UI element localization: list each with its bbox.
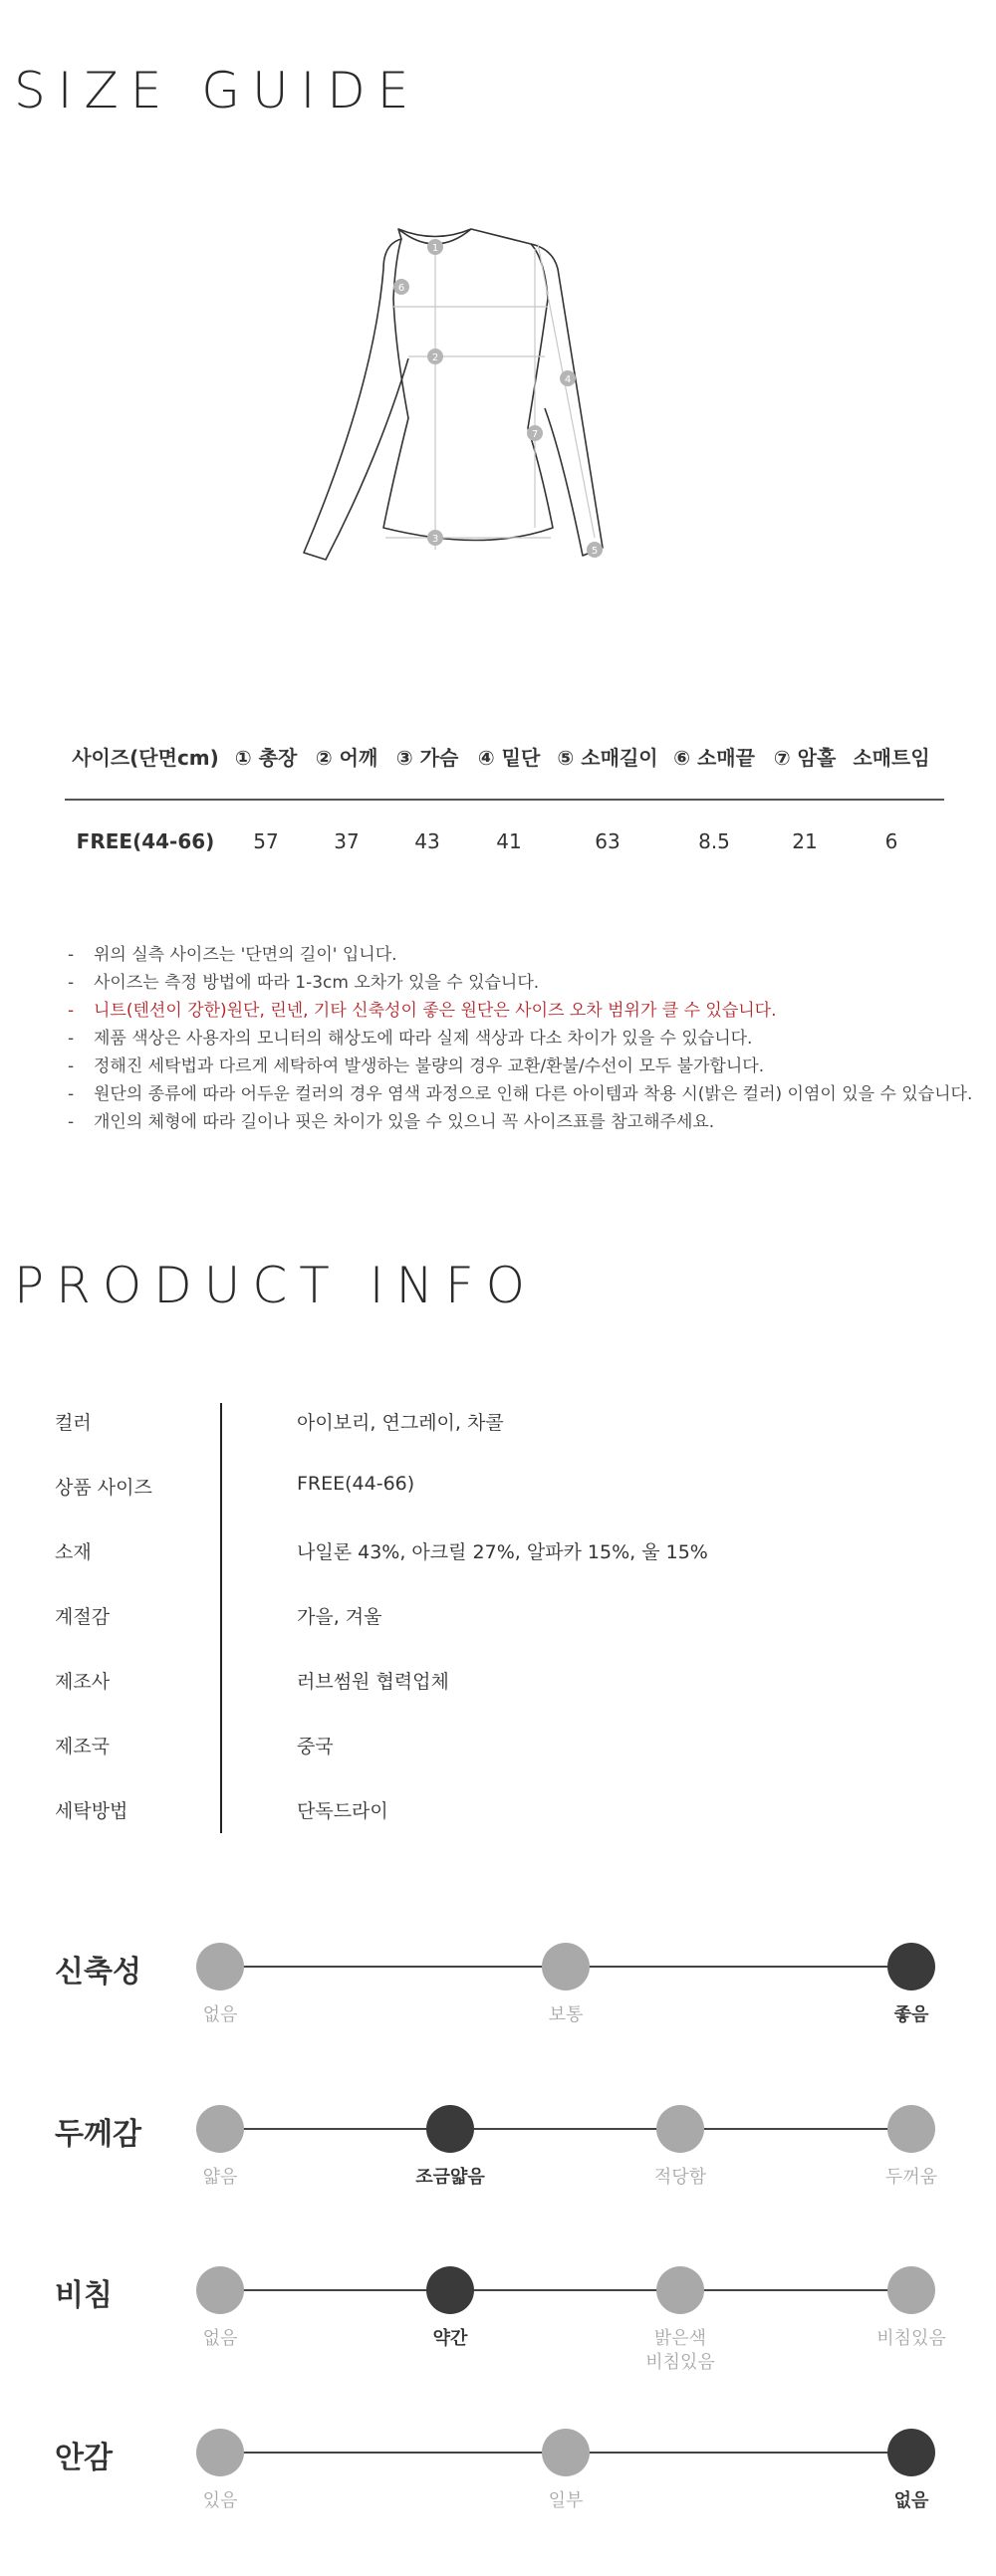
scale-dot [656, 2105, 704, 2153]
scale-dot-selected [887, 2429, 935, 2476]
note-item: - 개인의 체형에 따라 길이나 핏은 차이가 있을 수 있으니 꼭 사이즈표를 참고해주세요. [68, 1112, 715, 1132]
table-cell-size: FREE(44-66) [76, 829, 215, 853]
scale-dot [196, 2266, 244, 2314]
scale-dot [196, 2105, 244, 2153]
info-label-material: 소재 [55, 1541, 92, 1563]
info-value-color: 아이보리, 연그레이, 차콜 [297, 1412, 504, 1434]
point-label-5: 5 [591, 546, 599, 557]
point-label-7: 7 [531, 429, 539, 440]
info-value-manufacturer: 러브썸원 협력업체 [297, 1671, 449, 1693]
sweater-diagram-illustration [284, 209, 722, 607]
scale-dot [542, 2429, 590, 2476]
point-label-6: 6 [397, 283, 405, 294]
table-header-size: 사이즈(단면cm) [72, 746, 219, 770]
info-label-season: 계절감 [55, 1606, 111, 1628]
info-label-manufacturer: 제조사 [55, 1671, 111, 1693]
info-value-origin: 중국 [297, 1736, 334, 1757]
size-guide-title: SIZE GUIDE [14, 62, 421, 119]
scale-track [220, 2128, 911, 2130]
table-header-hem: ④ 밑단 [477, 746, 541, 770]
table-cell-shoulder: 37 [334, 829, 360, 853]
table-header-shoulder: ② 어깨 [315, 746, 378, 770]
note-item: - 위의 실측 사이즈는 '단면의 길이' 입니다. [68, 945, 397, 965]
scale-label-stretch: 신축성 [55, 1955, 141, 1990]
scale-dot-selected [426, 2266, 474, 2314]
info-value-washing: 단독드라이 [297, 1800, 388, 1822]
table-cell-armhole: 21 [792, 829, 818, 853]
table-cell-chest: 43 [414, 829, 440, 853]
scale-option-selected: 좋음 [893, 2004, 929, 2025]
info-label-washing: 세탁방법 [55, 1800, 128, 1822]
point-label-2: 2 [431, 352, 439, 363]
table-header-sleeve-end: ⑥ 소매끝 [673, 746, 755, 770]
scale-dot-selected [426, 2105, 474, 2153]
scale-label-thickness: 두께감 [55, 2117, 141, 2152]
scale-option: 일부 [548, 2490, 584, 2511]
point-label-1: 1 [431, 243, 439, 254]
note-item: - 제품 색상은 사용자의 모니터의 해상도에 따라 실제 색상과 다소 차이가 있을 수 있습니다. [68, 1029, 753, 1049]
scale-option: 없음 [202, 2328, 238, 2349]
measurement-points [393, 239, 603, 558]
scale-dot [196, 1943, 244, 1991]
table-cell-sleeve-slit: 6 [884, 829, 898, 853]
note-item: - 원단의 종류에 따라 어두운 컬러의 경우 염색 과정으로 인해 다른 아이템과 착용 시(밝은 컬러) 이염이 있을 수 있습니다. [68, 1084, 973, 1104]
info-value-size: FREE(44-66) [297, 1473, 415, 1495]
table-header-armhole: ⑦ 암홀 [773, 746, 837, 770]
point-label-3: 3 [431, 534, 439, 545]
table-header-sleeve-slit: 소매트임 [853, 746, 930, 770]
scale-option: 적당함 [653, 2167, 707, 2188]
info-label-color: 컬러 [55, 1412, 92, 1434]
table-cell-length: 57 [253, 829, 279, 853]
scale-dot-selected [887, 1943, 935, 1991]
table-cell-hem: 41 [496, 829, 522, 853]
scale-dot [656, 2266, 704, 2314]
info-label-origin: 제조국 [55, 1736, 111, 1757]
info-value-material: 나일론 43%, 아크릴 27%, 알파카 15%, 울 15% [297, 1541, 708, 1563]
scale-option: 보통 [548, 2004, 584, 2025]
table-header-length: ① 총장 [234, 746, 298, 770]
note-item: - 사이즈는 측정 방법에 따라 1-3cm 오차가 있을 수 있습니다. [68, 973, 540, 993]
table-divider [65, 799, 944, 801]
note-item-warning: - 니트(텐션이 강한)원단, 린넨, 기타 신축성이 좋은 원단은 사이즈 오차 범위가 클 수 있습니다. [68, 1001, 777, 1021]
table-cell-sleeve-end: 8.5 [698, 829, 730, 853]
info-value-season: 가을, 겨울 [297, 1606, 382, 1628]
scale-track [220, 2289, 911, 2291]
info-label-size: 상품 사이즈 [55, 1477, 152, 1499]
scale-option-selected: 조금얇음 [415, 2167, 485, 2188]
table-header-sleeve-length: ⑤ 소매길이 [557, 746, 658, 770]
scale-option: 비침있음 [876, 2328, 946, 2349]
scale-option: 있음 [202, 2490, 238, 2511]
scale-option: 두꺼움 [884, 2167, 938, 2188]
scale-dot [542, 1943, 590, 1991]
info-divider [220, 1403, 222, 1833]
scale-label-lining: 안감 [55, 2441, 113, 2475]
scale-option: 없음 [202, 2004, 238, 2025]
table-header-chest: ③ 가슴 [395, 746, 459, 770]
scale-label-sheerness: 비침 [55, 2278, 113, 2313]
scale-option-selected: 없음 [893, 2490, 929, 2511]
note-item: - 정해진 세탁법과 다르게 세탁하여 발생하는 불량의 경우 교환/환불/수선이 모두 불가합니다. [68, 1056, 765, 1076]
scale-option: 밝은색 비침있음 [645, 2328, 715, 2373]
scale-option-selected: 약간 [432, 2328, 468, 2349]
scale-dot [887, 2266, 935, 2314]
point-label-4: 4 [564, 374, 572, 385]
table-cell-sleeve-length: 63 [595, 829, 621, 853]
scale-option: 얇음 [202, 2167, 238, 2188]
scale-dot [196, 2429, 244, 2476]
scale-dot [887, 2105, 935, 2153]
product-info-title: PRODUCT INFO [14, 1257, 537, 1314]
